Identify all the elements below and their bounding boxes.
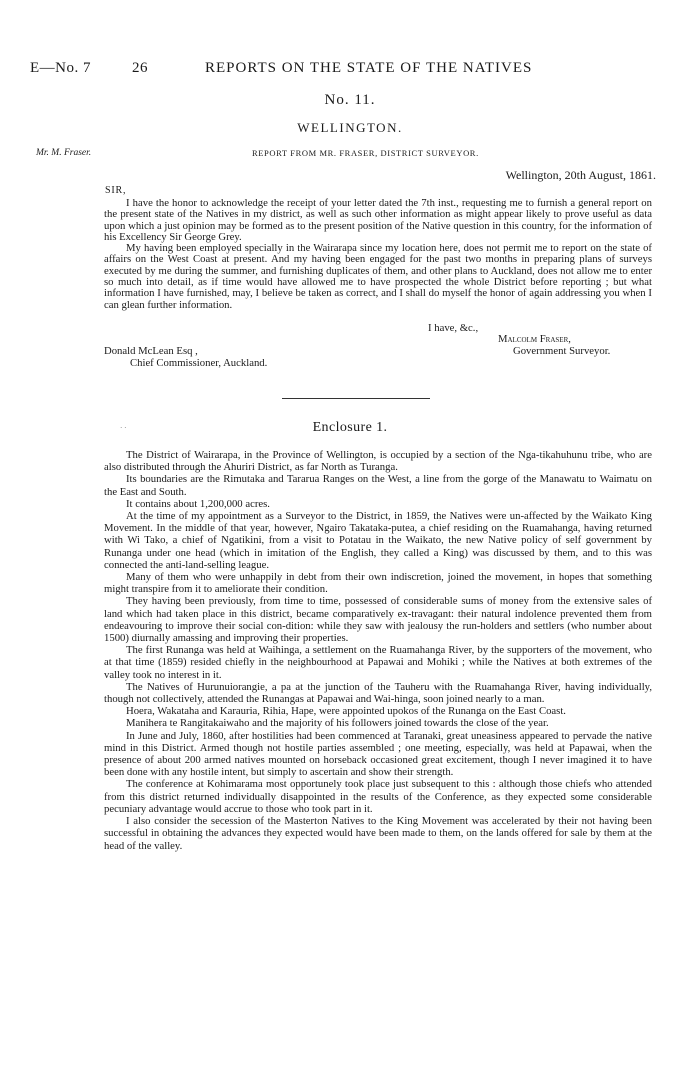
margin-note: Mr. M. Fraser. — [36, 148, 92, 158]
enclosure-paragraph: Many of them who were unhappily in debt from their own indiscretion, joined the movement, in hopes that something might transpire from it to ameliorate their condition. — [104, 571, 652, 596]
report-number: No. 11. — [324, 92, 376, 108]
enclosure-paragraph: The District of Wairarapa, in the Province of Wellington, is occupied by a section of the Nga-tikahuhunu tribe, who are also distributed through the Ahuriri District, as far North as Turanga. — [104, 449, 652, 474]
enclosure-paragraph: It contains about 1,200,000 acres. — [126, 497, 270, 510]
enclosure-body — [104, 449, 652, 852]
addressee-title: Chief Commissioner, Auckland. — [130, 357, 268, 369]
signature-title: Government Surveyor. — [513, 345, 611, 357]
addressee-name: Donald McLean Esq , — [104, 345, 198, 357]
document-reference: E—No. 7 — [30, 60, 91, 76]
enclosure-paragraph: At the time of my appointment as a Surveyor to the District, in 1859, the Natives were un-affected by the Waikato King Movement. In the middle of that year, however, Ngairo Takataka-putea, a chief residing on the Ruamahanga, having returned with Wi Tako, a chief of Ngatikini, from a visit to Potatau in the Waikato, the new Native policy of self government by Runanga under one head (which in imitation of the English, they called a King) was discussed by them, and to this was connected the anti-land-selling league. — [104, 510, 652, 571]
enclosure-paragraph: In June and July, 1860, after hostilities had been commenced at Taranaki, great uneasiness appeared to pervade the native mind in this District. Armed though not hostile parties assembled ; one meeting, especially, was held at Papawai, when the presence of about 200 armed natives mounted on horseback occasioned great excitement, though I never imagined it to have been done with any hostile intent, but simply to ascertain and show their strength. — [104, 729, 652, 779]
enclosure-paragraph: The first Runanga was held at Waihinga, a settlement on the Ruamahanga River, by the supporters of the movement, who at that time (1859) resided chiefly in the neighbourhood at Papawai and Mohiki ; while the Natives at both extremes of the valley took no interest in it. — [104, 644, 652, 681]
signature-name: Malcolm Fraser, — [498, 333, 571, 345]
section-divider — [282, 398, 430, 399]
page-number: 26 — [132, 60, 148, 76]
enclosure-paragraph: The conference at Kohimarama most opportunely took place just subsequent to this : although those chiefs who attended from this district returned individually disappointed in the results of the Conference, as they expected some considerable pecuniary advantage would accrue to those who took part in it. — [104, 778, 652, 815]
closing: I have, &c., — [428, 322, 479, 334]
enclosure-paragraph: Manihera te Rangitakaiwaho and the majority of his followers joined towards the close of the year. — [126, 717, 549, 730]
enclosure-paragraph: Its boundaries are the Rimutaka and Tararua Ranges on the West, a line from the gorge of the Manawatu to Waimatu on the East and South. — [104, 473, 652, 498]
letter-body — [104, 198, 652, 311]
letter-paragraph: I have the honor to acknowledge the receipt of your letter dated the 7th inst., requesting me to furnish a general report on the present state of the Natives in my district, as well as such other information as might appear likely to prove useful as data upon which a just opinion may be formed as to the present position of the Native question in this country, for the information of his Excellency Sir George Grey. — [104, 197, 652, 243]
enclosure-paragraph: The Natives of Hurunuiorangie, a pa at the junction of the Tauheru with the Ruamahanga River, having individually, though not collectively, attended the Runangas at Papawai and Wai-hinga, soon joined nearly to a man. — [104, 680, 652, 706]
report-heading: REPORT FROM MR. FRASER, DISTRICT SURVEYOR. — [252, 148, 479, 158]
enclosure-paragraph: I also consider the secession of the Masterton Natives to the King Movement was accelerated by their not having been successful in obtaining the advances they expected would have been made to them, on the lands offered for sale by them at the head of the valley. — [104, 815, 652, 852]
enclosure-paragraph: They having been previously, from time to time, possessed of considerable sums of money from the extensive sales of land which had taken place in this district, became comparatively ex-travagant: their natural indolence prevented them from endeavouring to improve their social con-dition: while they saw with jealousy the run-holders and settlers (who number about 1500) diurnally amassing and improving their properties. — [104, 595, 652, 645]
salutation: SIR, — [105, 185, 127, 196]
running-header — [30, 60, 670, 82]
place-heading: WELLINGTON. — [297, 120, 403, 135]
enclosure-title: Enclosure 1. — [312, 420, 388, 435]
print-speck: · · — [120, 424, 127, 432]
enclosure-paragraph: Hoera, Wakataha and Karauria, Rihia, Hape, were appointed upokos of the Runanga on the East Coast. — [126, 705, 566, 718]
dateline: Wellington, 20th August, 1861. — [505, 168, 656, 182]
letter-paragraph: My having been employed specially in the Wairarapa since my location here, does not permit me to report on the state of affairs on the West Coast at present. And my having been engaged for the past two months in preparing plans of surveys executed by me during the summer, and furnishing duplicates of them, and other plans to Auckland, does not allow me to enter so much into detail, as if time would have allowed me to have prospected the whole District before reporting ; but what information I have furnished, may, I believe be taken as correct, and I shall do myself the honor of again addressing you when I can glean further information. — [104, 242, 652, 311]
running-title: REPORTS ON THE STATE OF THE NATIVES — [205, 60, 533, 76]
